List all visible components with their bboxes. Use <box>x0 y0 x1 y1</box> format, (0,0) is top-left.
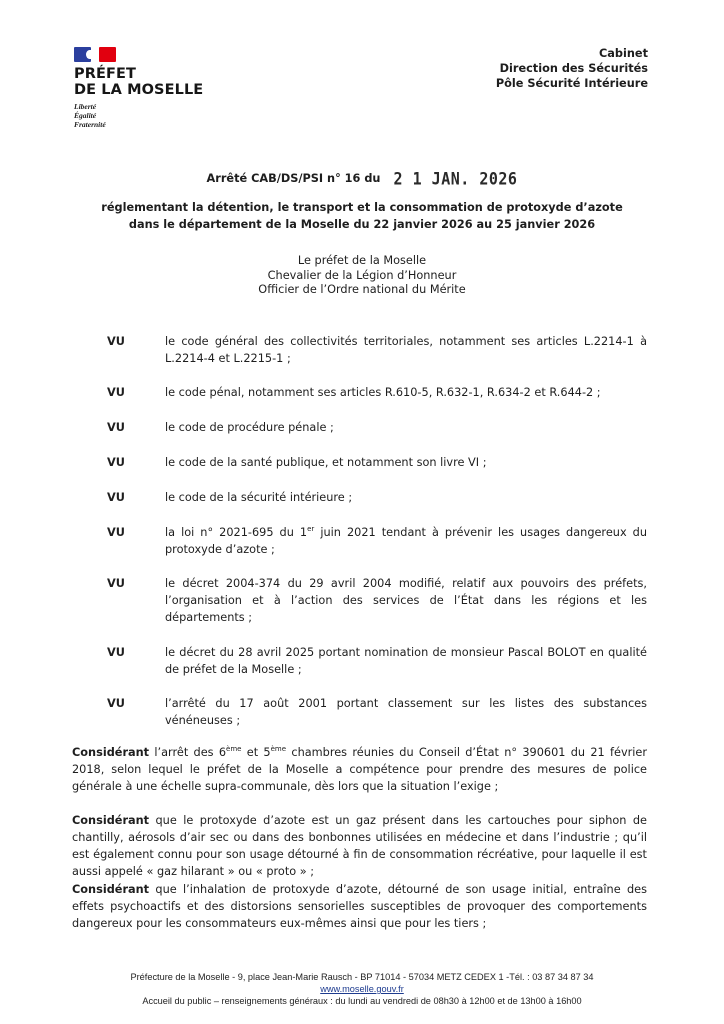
subject-line1: réglementant la détention, le transport et la consommation de protoxyde d’azote <box>101 201 623 214</box>
footer-website-link[interactable]: www.moselle.gouv.fr <box>320 984 404 994</box>
motto-liberte: Liberté <box>74 102 97 111</box>
vu-text: la loi n° 2021-695 du 1er juin 2021 tendant à prévenir les usages dangereux du protoxyde d’azote ; <box>165 525 647 556</box>
arrete-number: Arrêté CAB/DS/PSI n° 16 du <box>206 172 381 185</box>
footer-hours: Accueil du public – renseignements généraux : du lundi au vendredi de 08h30 à 12h00 et de 13h00 à 16h00 <box>142 996 582 1006</box>
vu-item <box>107 419 647 436</box>
republic-motto <box>74 102 203 129</box>
considerant-label: Considérant <box>72 814 150 827</box>
motto-egalite: Égalité <box>74 111 97 120</box>
prefet-line3: Officier de l’Ordre national du Mérite <box>258 283 466 296</box>
vu-item <box>107 575 647 626</box>
considerant-paragraph: Considérant l’arrêt des 6ème et 5ème chambres réunies du Conseil d’État n° 390601 du 21 février 2018, selon lequel le préfet de la Moselle a compétence pour prendre des mesures de police générale à une échelle supra-communale, dès lors que la situation l’exige ; <box>72 745 648 793</box>
vu-label: VU <box>107 386 125 399</box>
dept-pole: Pôle Sécurité Intérieure <box>495 77 648 90</box>
date-stamp: 2 1 JAN. 2026 <box>393 168 518 189</box>
vu-label: VU <box>107 335 125 348</box>
vu-label: VU <box>107 646 125 659</box>
vu-text: le code général des collectivités territoriales, notamment ses articles L.2214-1 à L.2214-4 et L.2215-1 ; <box>165 335 647 365</box>
vu-item <box>107 333 647 367</box>
vu-item <box>107 384 647 401</box>
vu-label: VU <box>107 577 125 590</box>
vu-text: le décret du 28 avril 2025 portant nomination de monsieur Pascal BOLOT en qualité de préfet de la Moselle ; <box>165 646 647 676</box>
considerant-paragraph: Considérant que l’inhalation de protoxyde d’azote, détourné de son usage initial, entraîne des effets psychoactifs et des distorsions sensorielles susceptibles de provoquer des comportements dangereux pour les consommateurs eux-mêmes ainsi que pour les tiers ; <box>72 883 647 930</box>
vu-label: VU <box>107 456 125 469</box>
prefet-line1: Le préfet de la Moselle <box>297 254 427 267</box>
vu-item <box>107 695 647 729</box>
vu-text: le code de la sécurité intérieure ; <box>165 491 353 504</box>
vu-item <box>107 489 647 506</box>
page-footer <box>0 971 724 1007</box>
vu-item <box>107 454 647 471</box>
footer-address: Préfecture de la Moselle - 9, place Jean-Marie Rausch - BP 71014 - 57034 METZ CEDEX 1 -Tél. : 03 87 34 87 34 <box>130 972 594 982</box>
vu-label: VU <box>107 491 125 504</box>
vu-item <box>107 524 647 558</box>
marianne-flag-icon <box>74 47 116 62</box>
dept-cabinet: Cabinet <box>599 47 648 60</box>
arrete-subject <box>0 199 724 233</box>
vu-text: le code pénal, notamment ses articles R.610-5, R.632-1, R.634-2 et R.644-2 ; <box>165 386 601 399</box>
vu-text: le décret 2004-374 du 29 avril 2004 modifié, relatif aux pouvoirs des préfets, l’organisation et à l’action des services de l’État dans les régions et les départements ; <box>165 577 647 624</box>
vu-item <box>107 644 647 678</box>
logo-title-line2: DE LA MOSELLE <box>74 82 204 98</box>
vu-text: l’arrêté du 17 août 2001 portant classement sur les listes des substances vénéneuses ; <box>165 697 647 727</box>
considerant-label: Considérant <box>72 883 150 896</box>
vu-label: VU <box>107 526 125 539</box>
prefecture-logo <box>74 47 203 129</box>
logo-title-line1: PRÉFET <box>74 66 136 82</box>
prefet-titles <box>0 254 724 298</box>
considerant-label: Considérant <box>72 746 150 759</box>
arrete-title <box>0 168 724 188</box>
subject-line2: dans le département de la Moselle du 22 janvier 2026 au 25 janvier 2026 <box>128 218 596 231</box>
considerant-paragraph: Considérant que le protoxyde d’azote est un gaz présent dans les cartouches pour siphon de chantilly, aérosols d’air sec ou dans des bonbonnes utilisées en médecine et dans l’industrie ; qu’il est également connu pour son usage détourné à fin de consommation récréative, pour laquelle il est aussi appelé « gaz hilarant » ou « proto » ; <box>72 814 647 878</box>
vu-label: VU <box>107 421 125 434</box>
vu-label: VU <box>107 697 125 710</box>
dept-direction: Direction des Sécurités <box>499 62 648 75</box>
prefet-line2: Chevalier de la Légion d’Honneur <box>267 268 457 282</box>
motto-fraternite: Fraternité <box>74 120 106 129</box>
vu-text: le code de la santé publique, et notamment son livre VI ; <box>165 456 487 469</box>
department-header <box>496 46 648 91</box>
vu-text: le code de procédure pénale ; <box>165 421 334 434</box>
